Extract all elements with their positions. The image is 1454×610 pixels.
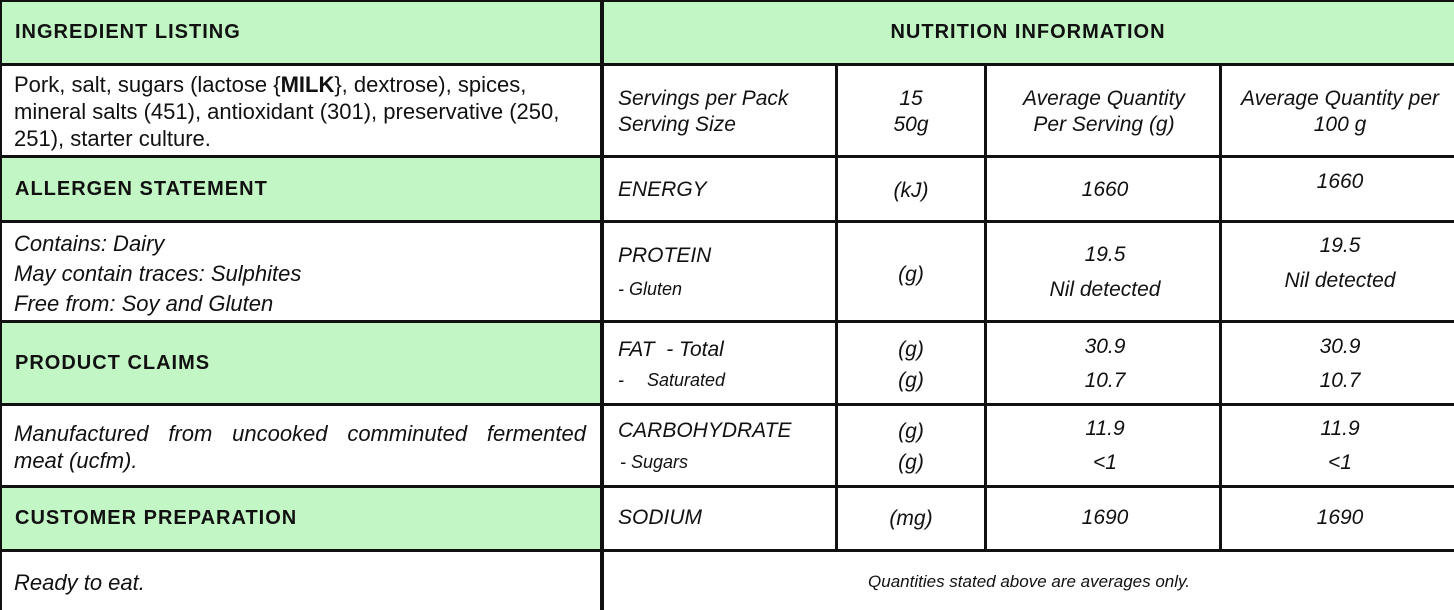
- protein-unit: (g): [898, 263, 924, 286]
- ingredient-listing-title: INGREDIENT LISTING: [15, 21, 241, 43]
- divider-col-3: [984, 65, 987, 552]
- sodium-per-serving: 1690: [1081, 506, 1129, 529]
- sugars-unit: (g): [898, 451, 924, 474]
- carbohydrate-label: CARBOHYDRATE: [618, 419, 792, 442]
- protein-per-serving: 19.5: [1084, 243, 1126, 266]
- ingredients-text-end: }, dextrose), spices, mineral salts (451), antioxidant (301), preservative (250, 251), starter culture.: [14, 72, 560, 151]
- nutrition-footnote: Quantities stated above are averages only.: [868, 572, 1190, 591]
- gluten-per-100g: Nil detected: [1284, 269, 1396, 292]
- nutrition-information-header: [602, 0, 1454, 65]
- sugars-per-serving: <1: [1093, 451, 1117, 474]
- servings-values: [893, 86, 928, 138]
- carbohydrate-per-100g: 11.9: [1320, 417, 1360, 440]
- row-line-5: [0, 403, 1454, 406]
- servings-per-pack-label: Servings per Pack: [618, 87, 789, 110]
- border-left: [0, 0, 2, 610]
- row-line-7: [0, 549, 1454, 552]
- product-claims-title: PRODUCT CLAIMS: [15, 352, 211, 374]
- divider-col-4: [1219, 65, 1222, 552]
- fat-total-per-serving: 30.9: [1084, 335, 1126, 358]
- customer-preparation-text: Ready to eat.: [14, 570, 145, 595]
- divider-col-2: [835, 65, 838, 552]
- customer-preparation-header: [0, 487, 602, 550]
- energy-label: ENERGY: [618, 178, 707, 201]
- nutrition-information-title: NUTRITION INFORMATION: [890, 21, 1166, 43]
- divider-main: [600, 0, 604, 610]
- saturated-per-serving: 10.7: [1084, 369, 1126, 392]
- allergen-line-contains: Contains: Dairy: [14, 231, 165, 256]
- ingredients-text: [14, 71, 589, 152]
- column-header-per-100g: Average Quantity per 100 g: [1240, 87, 1440, 136]
- sugars-label: - Sugars: [620, 452, 689, 472]
- allergen-line-free-from: Free from: Soy and Gluten: [14, 291, 274, 316]
- sugars-per-100g: <1: [1328, 451, 1352, 474]
- product-claims-header: [0, 322, 602, 405]
- servings-per-pack-value: 15: [899, 87, 923, 110]
- ingredient-listing-header: [0, 0, 602, 65]
- gluten-label: - Gluten: [618, 279, 683, 299]
- fat-total-per-100g: 30.9: [1319, 335, 1361, 358]
- column-header-per-serving: Average Quantity Per Serving (g): [1023, 87, 1185, 136]
- energy-per-serving: 1660: [1081, 178, 1129, 201]
- protein-per-100g: 19.5: [1319, 234, 1361, 257]
- allergen-line-traces: May contain traces: Sulphites: [14, 261, 302, 286]
- gluten-per-serving: Nil detected: [1049, 278, 1161, 301]
- energy-per-100g: 1660: [1316, 170, 1364, 193]
- allergen-milk: MILK: [280, 72, 335, 97]
- sodium-unit: (mg): [889, 507, 933, 530]
- serving-size-value: 50g: [893, 113, 929, 136]
- servings-labels: [618, 86, 788, 138]
- row-line-3: [0, 220, 1454, 223]
- row-line-4: [0, 320, 1454, 323]
- sodium-label: SODIUM: [618, 506, 702, 529]
- border-top: [0, 0, 1454, 2]
- sodium-per-100g: 1690: [1316, 506, 1364, 529]
- fat-total-label: FAT - Total: [618, 338, 724, 361]
- ingredients-text-start: Pork, salt, sugars (lactose {: [14, 72, 281, 97]
- energy-unit: (kJ): [893, 179, 929, 202]
- carbohydrate-unit: (g): [898, 420, 924, 443]
- row-line-6: [0, 485, 1454, 488]
- protein-label: PROTEIN: [618, 244, 712, 267]
- saturated-label: Saturated: [647, 370, 726, 390]
- customer-preparation-title: CUSTOMER PREPARATION: [15, 507, 298, 529]
- carbohydrate-per-serving: 11.9: [1085, 417, 1125, 440]
- fat-total-unit: (g): [898, 338, 924, 361]
- saturated-per-100g: 10.7: [1319, 369, 1361, 392]
- serving-size-label: Serving Size: [618, 113, 736, 136]
- saturated-unit: (g): [898, 369, 924, 392]
- allergen-statement-text: [14, 229, 301, 319]
- row-line-2: [0, 155, 1454, 158]
- saturated-dash: -: [618, 370, 624, 390]
- product-claims-text: Manufactured from uncooked comminuted fermented meat (ucfm).: [14, 421, 586, 473]
- allergen-statement-title: ALLERGEN STATEMENT: [15, 178, 268, 200]
- row-line-1: [0, 63, 1454, 66]
- allergen-statement-header: [0, 157, 602, 222]
